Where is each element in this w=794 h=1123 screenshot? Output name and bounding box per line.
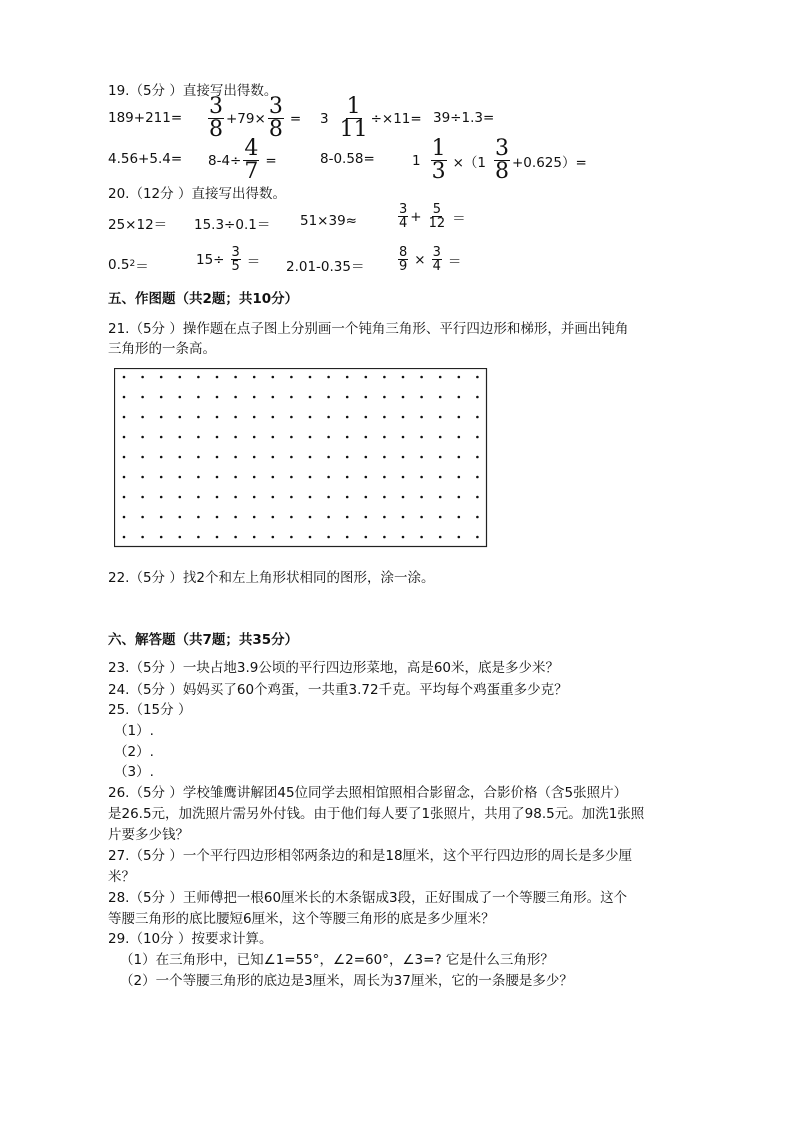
grid-dot[interactable] bbox=[476, 376, 479, 379]
grid-dot[interactable] bbox=[272, 376, 275, 379]
grid-dot[interactable] bbox=[402, 396, 405, 399]
grid-dot[interactable] bbox=[216, 516, 219, 519]
grid-dot[interactable] bbox=[420, 376, 423, 379]
grid-dot[interactable] bbox=[290, 516, 293, 519]
q19-row2-b bbox=[208, 138, 277, 183]
grid-dot[interactable] bbox=[197, 436, 200, 439]
q20-title: 20.（12分 ）直接写出得数。 bbox=[108, 186, 286, 202]
grid-dot[interactable] bbox=[179, 536, 182, 539]
fraction bbox=[431, 138, 447, 183]
grid-dot[interactable] bbox=[272, 476, 275, 479]
grid-dot[interactable] bbox=[402, 536, 405, 539]
grid-dot[interactable] bbox=[309, 436, 312, 439]
numerator: 8 bbox=[399, 245, 408, 260]
denominator: 8 bbox=[209, 117, 223, 142]
q20-r1a-text: 25×12＝ bbox=[108, 217, 168, 233]
grid-dot[interactable] bbox=[123, 476, 126, 479]
grid-dot[interactable] bbox=[327, 476, 330, 479]
grid-dot[interactable] bbox=[272, 416, 275, 419]
grid-dot[interactable] bbox=[402, 416, 405, 419]
grid-dot[interactable] bbox=[197, 376, 200, 379]
q21-text-line1: 21.（5分 ）操作题在点子图上分别画一个钝角三角形、平行四边形和梯形，并画出钝角 bbox=[108, 321, 629, 337]
grid-dot[interactable] bbox=[123, 516, 126, 519]
grid-dot[interactable] bbox=[179, 396, 182, 399]
grid-dot[interactable] bbox=[290, 456, 293, 459]
q20-r2c-text: 2.01-0.35＝ bbox=[286, 259, 365, 275]
section-6-heading: 六、解答题（共7题；共35分） bbox=[108, 632, 299, 648]
q20-row1-a bbox=[108, 213, 167, 233]
equals-text: ＝ bbox=[452, 210, 466, 227]
grid-dot[interactable] bbox=[420, 416, 423, 419]
equals-text: ＝ bbox=[135, 259, 149, 275]
q25-sub2: （2）. bbox=[114, 744, 154, 760]
grid-dot[interactable] bbox=[402, 436, 405, 439]
grid-dot[interactable] bbox=[476, 536, 479, 539]
grid-dot[interactable] bbox=[179, 376, 182, 379]
grid-dot[interactable] bbox=[141, 536, 144, 539]
grid-dot[interactable] bbox=[346, 496, 349, 499]
fraction bbox=[398, 246, 408, 273]
fraction bbox=[243, 138, 259, 183]
grid-dot[interactable] bbox=[197, 476, 200, 479]
grid-dot[interactable] bbox=[216, 476, 219, 479]
grid-dot[interactable] bbox=[160, 476, 163, 479]
equals-text: ＝ bbox=[246, 253, 261, 270]
grid-dot[interactable] bbox=[346, 516, 349, 519]
grid-dot[interactable] bbox=[309, 496, 312, 499]
grid-dot[interactable] bbox=[365, 436, 368, 439]
grid-dot[interactable] bbox=[346, 536, 349, 539]
grid-dot[interactable] bbox=[234, 536, 237, 539]
denominator: 8 bbox=[495, 159, 509, 184]
grid-dot[interactable] bbox=[439, 416, 442, 419]
grid-dot[interactable] bbox=[420, 496, 423, 499]
grid-dot[interactable] bbox=[327, 396, 330, 399]
grid-dot[interactable] bbox=[476, 496, 479, 499]
grid-dot[interactable] bbox=[327, 496, 330, 499]
grid-dot[interactable] bbox=[458, 396, 461, 399]
grid-dot[interactable] bbox=[383, 376, 386, 379]
q20-r1b-text: 15.3÷0.1＝ bbox=[194, 217, 271, 233]
q19-row1-c bbox=[320, 96, 422, 141]
grid-dot[interactable] bbox=[197, 536, 200, 539]
grid-dot[interactable] bbox=[234, 376, 237, 379]
grid-dot[interactable] bbox=[346, 396, 349, 399]
grid-dot[interactable] bbox=[160, 536, 163, 539]
q28-text-line2: 等腰三角形的底比腰短6厘米，这个等腰三角形的底是多少厘米？ bbox=[108, 911, 495, 927]
grid-dot[interactable] bbox=[383, 416, 386, 419]
fraction bbox=[208, 96, 224, 141]
grid-dot[interactable] bbox=[458, 456, 461, 459]
grid-dot[interactable] bbox=[141, 516, 144, 519]
grid-dot[interactable] bbox=[346, 476, 349, 479]
grid-dot[interactable] bbox=[160, 396, 163, 399]
whole-number: 3 bbox=[320, 110, 329, 127]
denominator: 5 bbox=[231, 259, 240, 274]
grid-dot[interactable] bbox=[141, 396, 144, 399]
denominator: 12 bbox=[428, 216, 446, 231]
grid-dot[interactable] bbox=[272, 396, 275, 399]
grid-dot[interactable] bbox=[439, 456, 442, 459]
q20-row1-c bbox=[300, 213, 357, 229]
grid-dot[interactable] bbox=[402, 516, 405, 519]
grid-dot[interactable] bbox=[327, 376, 330, 379]
grid-dot[interactable] bbox=[141, 416, 144, 419]
grid-dot[interactable] bbox=[309, 376, 312, 379]
grid-dot[interactable] bbox=[160, 416, 163, 419]
grid-dot[interactable] bbox=[383, 436, 386, 439]
grid-dot[interactable] bbox=[383, 476, 386, 479]
q26-text-line1: 26.（5分 ）学校雏鹰讲解团45位同学去照相馆照相合影留念，合影价格（含5张照片） bbox=[108, 785, 628, 801]
fraction bbox=[494, 138, 510, 183]
grid-dot[interactable] bbox=[234, 456, 237, 459]
grid-dot[interactable] bbox=[383, 496, 386, 499]
grid-dot[interactable] bbox=[439, 496, 442, 499]
operator-text: ÷×11= bbox=[370, 110, 422, 127]
grid-dot[interactable] bbox=[179, 516, 182, 519]
grid-dot[interactable] bbox=[402, 376, 405, 379]
operator-text: × bbox=[414, 251, 426, 268]
q19-r2a-text: 4.56+5.4= bbox=[108, 151, 183, 167]
grid-dot[interactable] bbox=[309, 476, 312, 479]
operator-text: 15÷ bbox=[196, 251, 225, 268]
q20-row2-a bbox=[108, 255, 149, 275]
q29-sub2: （2）一个等腰三角形的底边是3厘米，周长为37厘米，它的一条腰是多少？ bbox=[120, 973, 573, 989]
dot-grid-border bbox=[115, 369, 487, 547]
q19-title: 19.（5分 ）直接写出得数。 bbox=[108, 83, 278, 99]
grid-dot[interactable] bbox=[234, 396, 237, 399]
grid-dot[interactable] bbox=[253, 456, 256, 459]
q20-row1-d bbox=[396, 203, 466, 230]
q20-row1-b bbox=[194, 213, 270, 233]
grid-dot[interactable] bbox=[197, 456, 200, 459]
grid-dot[interactable] bbox=[309, 536, 312, 539]
q25-sub1: （1）. bbox=[114, 723, 154, 739]
q20-r1c-text: 51×39≈ bbox=[300, 213, 357, 229]
grid-dot[interactable] bbox=[290, 536, 293, 539]
grid-dot[interactable] bbox=[179, 416, 182, 419]
fraction bbox=[428, 203, 447, 230]
q23-text: 23.（5分 ）一块占地3.9公顷的平行四边形菜地，高是60米，底是多少米？ bbox=[108, 660, 559, 676]
dot-grid[interactable] bbox=[114, 368, 488, 548]
q19-row2-d bbox=[412, 138, 587, 183]
grid-dot[interactable] bbox=[272, 536, 275, 539]
grid-dot[interactable] bbox=[290, 436, 293, 439]
grid-dot[interactable] bbox=[179, 496, 182, 499]
grid-dot[interactable] bbox=[439, 536, 442, 539]
exponent: 2 bbox=[129, 259, 136, 269]
grid-dot[interactable] bbox=[402, 476, 405, 479]
q28-text-line1: 28.（5分 ）王师傅把一根60厘米长的木条锯成3段，正好围成了一个等腰三角形。这个 bbox=[108, 890, 628, 906]
grid-dot[interactable] bbox=[272, 436, 275, 439]
grid-dot[interactable] bbox=[216, 376, 219, 379]
grid-dot[interactable] bbox=[327, 416, 330, 419]
grid-dot[interactable] bbox=[290, 476, 293, 479]
q21-text-line2: 三角形的一条高。 bbox=[108, 341, 216, 357]
grid-dot[interactable] bbox=[346, 376, 349, 379]
grid-dot[interactable] bbox=[272, 456, 275, 459]
grid-dot[interactable] bbox=[123, 456, 126, 459]
grid-dot[interactable] bbox=[160, 516, 163, 519]
numerator: 3 bbox=[268, 94, 283, 119]
grid-dot[interactable] bbox=[420, 456, 423, 459]
grid-dot[interactable] bbox=[272, 516, 275, 519]
operator-text: +79× bbox=[226, 110, 266, 127]
grid-dot[interactable] bbox=[160, 496, 163, 499]
grid-dot[interactable] bbox=[253, 396, 256, 399]
numerator: 3 bbox=[209, 94, 223, 119]
grid-dot[interactable] bbox=[141, 496, 144, 499]
grid-dot[interactable] bbox=[234, 496, 237, 499]
grid-dot[interactable] bbox=[420, 436, 423, 439]
grid-dot[interactable] bbox=[197, 516, 200, 519]
grid-dot[interactable] bbox=[420, 516, 423, 519]
q19-row2-a bbox=[108, 151, 182, 167]
q26-text-line2: 是26.5元，加洗照片需另外付钱。由于他们每人要了1张照片，共用了98.5元。加洗1张照 bbox=[108, 806, 645, 822]
operator-text: +0.625）= bbox=[512, 154, 587, 171]
grid-dot[interactable] bbox=[458, 536, 461, 539]
numerator: 1 bbox=[431, 136, 446, 161]
grid-dot[interactable] bbox=[197, 496, 200, 499]
grid-dot[interactable] bbox=[365, 376, 368, 379]
operator-text: + bbox=[410, 208, 422, 225]
grid-dot[interactable] bbox=[383, 396, 386, 399]
grid-dot[interactable] bbox=[458, 476, 461, 479]
grid-dot[interactable] bbox=[439, 516, 442, 519]
grid-dot[interactable] bbox=[272, 496, 275, 499]
grid-dot[interactable] bbox=[476, 416, 479, 419]
grid-dot[interactable] bbox=[290, 496, 293, 499]
grid-dot[interactable] bbox=[253, 536, 256, 539]
grid-dot[interactable] bbox=[476, 516, 479, 519]
fraction bbox=[339, 96, 369, 141]
grid-dot[interactable] bbox=[216, 396, 219, 399]
grid-dot[interactable] bbox=[216, 456, 219, 459]
grid-dot[interactable] bbox=[420, 476, 423, 479]
grid-dot[interactable] bbox=[179, 436, 182, 439]
numerator: 4 bbox=[244, 136, 259, 161]
fraction bbox=[268, 96, 284, 141]
grid-dot[interactable] bbox=[253, 476, 256, 479]
q20-row2-d bbox=[396, 246, 461, 273]
operator-text: ×（1 bbox=[452, 154, 486, 171]
grid-dot[interactable] bbox=[309, 416, 312, 419]
grid-dot[interactable] bbox=[216, 496, 219, 499]
base-number: 0.5 bbox=[108, 257, 130, 273]
grid-dot[interactable] bbox=[439, 376, 442, 379]
q26-text-line3: 片要多少钱？ bbox=[108, 827, 189, 843]
grid-dot[interactable] bbox=[160, 376, 163, 379]
grid-dot[interactable] bbox=[253, 516, 256, 519]
grid-dot[interactable] bbox=[439, 476, 442, 479]
grid-dot[interactable] bbox=[123, 496, 126, 499]
grid-dot[interactable] bbox=[123, 396, 126, 399]
grid-dot[interactable] bbox=[458, 416, 461, 419]
grid-dot[interactable] bbox=[365, 496, 368, 499]
grid-dot[interactable] bbox=[123, 436, 126, 439]
grid-dot[interactable] bbox=[458, 436, 461, 439]
grid-dot[interactable] bbox=[420, 396, 423, 399]
equals-text: = bbox=[265, 152, 277, 169]
numerator: 5 bbox=[432, 202, 441, 217]
grid-dot[interactable] bbox=[383, 456, 386, 459]
denominator: 3 bbox=[431, 159, 446, 184]
grid-dot[interactable] bbox=[458, 496, 461, 499]
grid-dot[interactable] bbox=[365, 536, 368, 539]
equals-text: ＝ bbox=[447, 253, 462, 270]
grid-dot[interactable] bbox=[420, 536, 423, 539]
grid-dot[interactable] bbox=[476, 396, 479, 399]
grid-dot[interactable] bbox=[402, 496, 405, 499]
grid-dot[interactable] bbox=[327, 456, 330, 459]
grid-dot[interactable] bbox=[365, 396, 368, 399]
numerator: 3 bbox=[495, 136, 509, 161]
section-5-heading: 五、作图题（共2题；共10分） bbox=[108, 291, 299, 307]
grid-dot[interactable] bbox=[123, 376, 126, 379]
grid-dot[interactable] bbox=[290, 376, 293, 379]
q29-sub1: （1）在三角形中，已知∠1=55°，∠2=60°，∠3=? 它是什么三角形？ bbox=[120, 952, 554, 968]
grid-dot[interactable] bbox=[141, 456, 144, 459]
numerator: 3 bbox=[399, 202, 408, 217]
grid-dot[interactable] bbox=[253, 376, 256, 379]
grid-dot[interactable] bbox=[476, 456, 479, 459]
grid-dot[interactable] bbox=[141, 476, 144, 479]
q24-text: 24.（5分 ）妈妈买了60个鸡蛋，一共重3.72千克。平均每个鸡蛋重多少克？ bbox=[108, 682, 568, 698]
grid-dot[interactable] bbox=[476, 436, 479, 439]
grid-dot[interactable] bbox=[346, 416, 349, 419]
denominator: 4 bbox=[399, 216, 408, 231]
q19-row2-c bbox=[320, 151, 375, 167]
q20-row2-c bbox=[286, 255, 365, 275]
grid-dot[interactable] bbox=[179, 456, 182, 459]
q19-row1-d bbox=[433, 110, 494, 126]
grid-dot[interactable] bbox=[327, 516, 330, 519]
grid-dot[interactable] bbox=[346, 456, 349, 459]
q27-text-line1: 27.（5分 ）一个平行四边形相邻两条边的和是18厘米，这个平行四边形的周长是多少厘 bbox=[108, 848, 633, 864]
grid-dot[interactable] bbox=[365, 516, 368, 519]
grid-dot[interactable] bbox=[309, 456, 312, 459]
q25-title: 25.（15分 ） bbox=[108, 702, 192, 718]
grid-dot[interactable] bbox=[290, 416, 293, 419]
denominator: 9 bbox=[399, 259, 408, 274]
grid-dot[interactable] bbox=[402, 456, 405, 459]
q27-text-line2: 米？ bbox=[108, 869, 135, 885]
grid-dot[interactable] bbox=[309, 396, 312, 399]
q19-row1-b bbox=[206, 96, 301, 141]
fraction bbox=[231, 246, 241, 273]
grid-dot[interactable] bbox=[234, 416, 237, 419]
denominator: 8 bbox=[268, 117, 283, 142]
grid-dot[interactable] bbox=[290, 396, 293, 399]
grid-dot[interactable] bbox=[216, 536, 219, 539]
numerator: 3 bbox=[231, 245, 240, 260]
grid-dot[interactable] bbox=[179, 476, 182, 479]
grid-dot[interactable] bbox=[253, 496, 256, 499]
grid-dot[interactable] bbox=[123, 536, 126, 539]
grid-dot[interactable] bbox=[458, 516, 461, 519]
fraction bbox=[398, 203, 408, 230]
fraction bbox=[432, 246, 442, 273]
grid-dot[interactable] bbox=[160, 456, 163, 459]
grid-dot[interactable] bbox=[234, 436, 237, 439]
grid-dot[interactable] bbox=[234, 516, 237, 519]
grid-dot[interactable] bbox=[327, 436, 330, 439]
numerator: 3 bbox=[432, 245, 441, 260]
q19-row1-a bbox=[108, 110, 182, 126]
equals-text: = bbox=[289, 110, 302, 127]
grid-dot[interactable] bbox=[141, 376, 144, 379]
denominator: 11 bbox=[339, 117, 368, 142]
q19-r2c-text: 8-0.58= bbox=[320, 151, 375, 167]
grid-dot[interactable] bbox=[383, 516, 386, 519]
q20-row2-b bbox=[196, 246, 260, 273]
grid-dot[interactable] bbox=[123, 416, 126, 419]
denominator: 7 bbox=[244, 159, 259, 184]
grid-dot[interactable] bbox=[365, 476, 368, 479]
grid-dot[interactable] bbox=[439, 396, 442, 399]
grid-dot[interactable] bbox=[327, 536, 330, 539]
q19-r1a-text: 189+211= bbox=[108, 110, 183, 126]
grid-dot[interactable] bbox=[197, 396, 200, 399]
grid-dot[interactable] bbox=[383, 536, 386, 539]
grid-dot[interactable] bbox=[476, 476, 479, 479]
grid-dot[interactable] bbox=[141, 436, 144, 439]
q22-text: 22.（5分 ）找2个和左上角形状相同的图形，涂一涂。 bbox=[108, 570, 435, 586]
grid-dot[interactable] bbox=[216, 436, 219, 439]
grid-dot[interactable] bbox=[253, 416, 256, 419]
grid-dot[interactable] bbox=[234, 476, 237, 479]
grid-dot[interactable] bbox=[309, 516, 312, 519]
grid-dot[interactable] bbox=[365, 456, 368, 459]
grid-dot[interactable] bbox=[346, 436, 349, 439]
grid-dot[interactable] bbox=[439, 436, 442, 439]
grid-dot[interactable] bbox=[160, 436, 163, 439]
grid-dot[interactable] bbox=[458, 376, 461, 379]
grid-dot[interactable] bbox=[216, 416, 219, 419]
grid-dot[interactable] bbox=[253, 436, 256, 439]
grid-dot[interactable] bbox=[197, 416, 200, 419]
q25-sub3: （3）. bbox=[114, 764, 154, 780]
q29-title: 29.（10分 ）按要求计算。 bbox=[108, 931, 273, 947]
grid-dot[interactable] bbox=[365, 416, 368, 419]
denominator: 4 bbox=[432, 259, 441, 274]
operator-text: 8-4÷ bbox=[208, 152, 242, 169]
numerator: 1 bbox=[346, 94, 361, 119]
q19-r1d-text: 39÷1.3= bbox=[433, 110, 495, 126]
whole-number: 1 bbox=[412, 152, 421, 169]
